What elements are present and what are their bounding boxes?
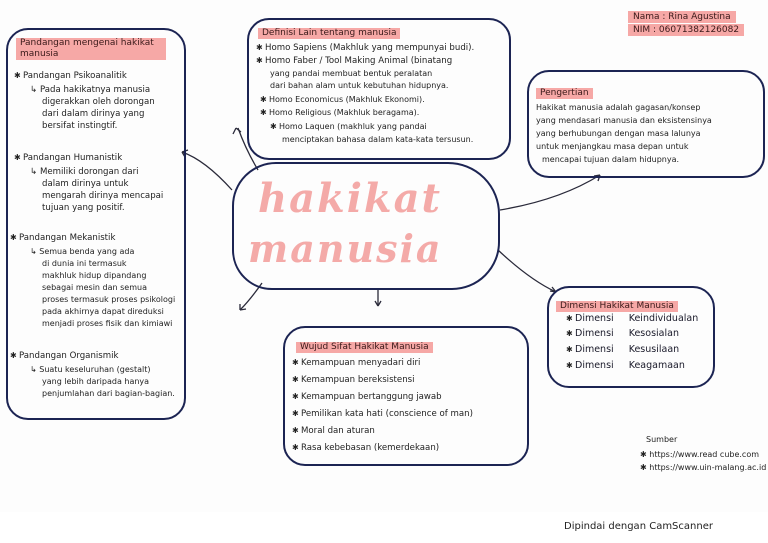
- list-item: ✱ Pandangan Mekanistik: [10, 233, 116, 243]
- list-item: ✱ Rasa kebebasan (kemerdekaan): [292, 443, 440, 453]
- arrow-to-dimensi: [498, 250, 556, 292]
- name-tag: Nama : Rina Agustina: [628, 11, 736, 23]
- list-item: ↳ Memiliki dorongan dari: [30, 167, 139, 177]
- list-item: ✱ Pandangan Organismik: [10, 351, 119, 361]
- sumber-link[interactable]: ✱ https://www.uin-malang.ac.id: [640, 463, 767, 472]
- list-item: menciptakan bahasa dalam kata-kata tersusun.: [282, 135, 474, 144]
- text-line: mencapai tujuan dalam hidupnya.: [542, 155, 680, 164]
- title-line-1: hakikat: [258, 175, 443, 222]
- scanner-watermark: Dipindai dengan CamScanner: [564, 521, 713, 532]
- list-item: proses termasuk proses psikologi: [42, 295, 176, 304]
- list-item: dari bahan alam untuk kebutuhan hidupnya.: [270, 81, 449, 90]
- pengertian-heading: Pengertian: [536, 80, 593, 99]
- list-item: ↳ Semua benda yang ada: [30, 247, 135, 256]
- list-item: ✱ Kemampuan bertanggung jawab: [292, 392, 442, 402]
- list-item: ✱ Homo Faber / Tool Making Animal (binatang: [256, 56, 453, 66]
- list-item: bersifat instingtif.: [42, 121, 118, 131]
- list-item: penjumlahan dari bagian-bagian.: [42, 389, 175, 398]
- dimensi-row: ✱ Dimensi Keagamaan: [566, 360, 685, 371]
- list-item: mengarah dirinya mencapai: [42, 191, 164, 201]
- arrow-to-pandangan: [182, 152, 232, 190]
- name-value: Rina Agustina: [668, 12, 731, 22]
- list-item: ✱ Kemampuan menyadari diri: [292, 358, 421, 368]
- list-item: ↳ Pada hakikatnya manusia: [30, 85, 151, 95]
- list-item: menjadi proses fisik dan kimiawi: [42, 319, 173, 328]
- dimensi-row: ✱ Dimensi Kesusilaan: [566, 344, 680, 355]
- name-label: Nama: [633, 12, 660, 22]
- list-item: ✱ Homo Economicus (Makhluk Ekonomi).: [260, 95, 425, 104]
- wujud-heading: Wujud Sifat Hakikat Manusia: [296, 334, 433, 353]
- sumber-heading: Sumber: [646, 435, 678, 444]
- list-item: ✱ Homo Religious (Makhluk beragama).: [260, 108, 420, 117]
- dimensi-heading: Dimensi Hakikat Manusia: [556, 293, 678, 312]
- list-item: pada akhirnya dapat direduksi: [42, 307, 164, 316]
- list-item: ✱ Homo Laquen (makhluk yang pandai: [270, 122, 427, 131]
- nim-tag: NIM : 06071382126082: [628, 24, 744, 36]
- list-item: yang lebih daripada hanya: [42, 377, 150, 386]
- list-item: digerakkan oleh dorongan: [42, 97, 155, 107]
- nim-value: 06071382126082: [658, 25, 740, 35]
- list-item: di dunia ini termasuk: [42, 259, 127, 268]
- title-line-2: manusia: [248, 226, 443, 271]
- list-item: ✱ Pemilikan kata hati (conscience of man): [292, 409, 473, 419]
- nim-label: NIM: [633, 25, 651, 35]
- list-item: ✱ Kemampuan bereksistensi: [292, 375, 415, 385]
- list-item: dalam dirinya untuk: [42, 179, 129, 189]
- list-item: ✱ Homo Sapiens (Makhluk yang mempunyai budi).: [256, 43, 475, 53]
- list-item: yang pandai membuat bentuk peralatan: [270, 69, 433, 78]
- list-item: ✱ Pandangan Psikoanalitik: [14, 71, 127, 81]
- text-line: yang berhubungan dengan masa lalunya: [536, 129, 701, 138]
- text-line: Hakikat manusia adalah gagasan/konsep: [536, 103, 701, 112]
- text-line: yang mendasari manusia dan eksistensinya: [536, 116, 712, 125]
- arrow-to-pengertian: [500, 175, 600, 210]
- list-item: makhluk hidup dipandang: [42, 271, 147, 280]
- list-item: dari dalam dirinya yang: [42, 109, 145, 119]
- pandangan-heading: Pandangan mengenai hakikat manusia: [16, 38, 166, 60]
- list-item: ↳ Suatu keseluruhan (gestalt): [30, 365, 151, 374]
- list-item: ✱ Moral dan aturan: [292, 426, 375, 436]
- text-line: untuk menjangkau masa depan untuk: [536, 142, 689, 151]
- dimensi-row: ✱ Dimensi Keindividualan: [566, 313, 699, 324]
- dimensi-row: ✱ Dimensi Kesosialan: [566, 328, 679, 339]
- list-item: ✱ Pandangan Humanistik: [14, 153, 123, 163]
- definisi-heading: Definisi Lain tentang manusia: [258, 20, 400, 39]
- list-item: sebagai mesin dan semua: [42, 283, 147, 292]
- sumber-link[interactable]: ✱ https://www.read cube.com: [640, 450, 760, 459]
- list-item: tujuan yang positif.: [42, 203, 125, 213]
